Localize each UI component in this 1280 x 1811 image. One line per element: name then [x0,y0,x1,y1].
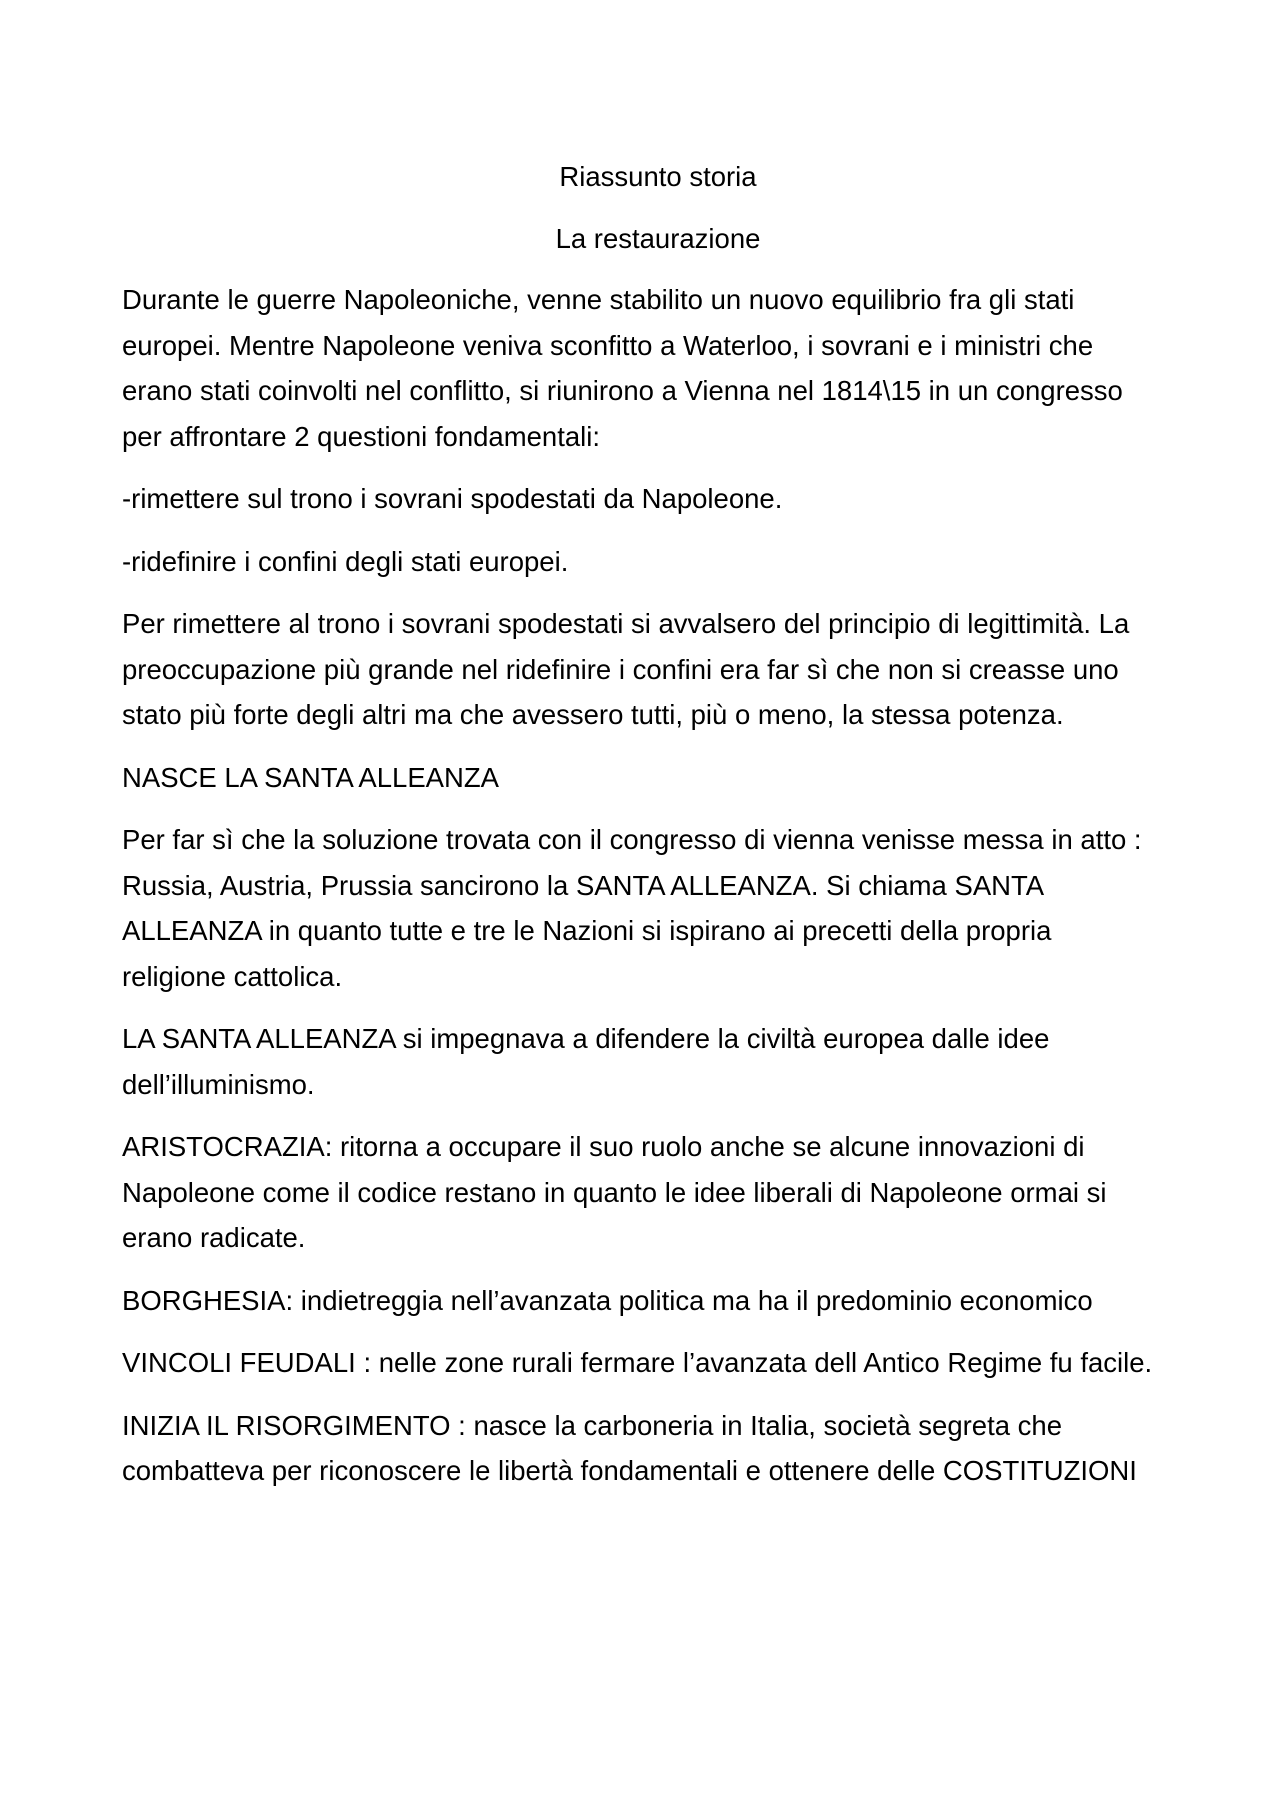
paragraph-santa-alleanza-goal: LA SANTA ALLEANZA si impegnava a difendere la civiltà europea dalle idee dell’illuminismo. [122,1023,1050,1100]
document-title: Riassunto storia [559,161,757,192]
paragraph-borghesia: BORGHESIA: indietreggia nell’avanzata politica ma ha il predominio economico [122,1284,1093,1316]
paragraph-vincoli-feudali: VINCOLI FEUDALI : nelle zone rurali fermare l’avanzata dell Antico Regime fu facile. [122,1347,1153,1378]
paragraph-legitimacy: Per rimettere al trono i sovrani spodestati si avvalsero del principio di legittimità. La preoccupazione più grande nel ridefinire i confini era far sì che non si creasse uno stato più forte degli altri ma che avessero tutti, più o meno, la stessa potenza. [122,608,1130,730]
paragraph-santa-alleanza: Per far sì che la soluzione trovata con il congresso di vienna venisse messa in atto : Russia, Austria, Prussia sancirono la SANTA ALLEANZA. Si chiama SANTA ALLEANZA in quanto tutte e tre le Nazioni si ispirano ai precetti della propria religione cattolica. [122,824,1142,992]
paragraph-point-1: -rimettere sul trono i sovrani spodestati da Napoleone. [122,483,783,514]
paragraph-risorgimento: INIZIA IL RISORGIMENTO : nasce la carboneria in Italia, società segreta che combatteva per riconoscere le libertà fondamentali e ottenere delle COSTITUZIONI [122,1409,1137,1486]
paragraph-intro: Durante le guerre Napoleoniche, venne stabilito un nuovo equilibrio fra gli stati europei. Mentre Napoleone veniva sconfitto a Waterloo, i sovrani e i ministri che erano stati coinvolti nel conflitto, si riunirono a Vienna nel 1814\15 in un congresso per affrontare 2 questioni fondamentali: [122,284,1123,452]
section-heading-santa-alleanza: NASCE LA SANTA ALLEANZA [122,761,500,793]
document-body [122,154,1162,1511]
document-subtitle: La restaurazione [555,222,761,254]
paragraph-point-2: -ridefinire i confini degli stati europei. [122,545,569,577]
paragraph-aristocrazia: ARISTOCRAZIA: ritorna a occupare il suo ruolo anche se alcune innovazioni di Napoleone come il codice restano in quanto le idee liberali di Napoleone ormai si erano radicate. [122,1131,1107,1253]
